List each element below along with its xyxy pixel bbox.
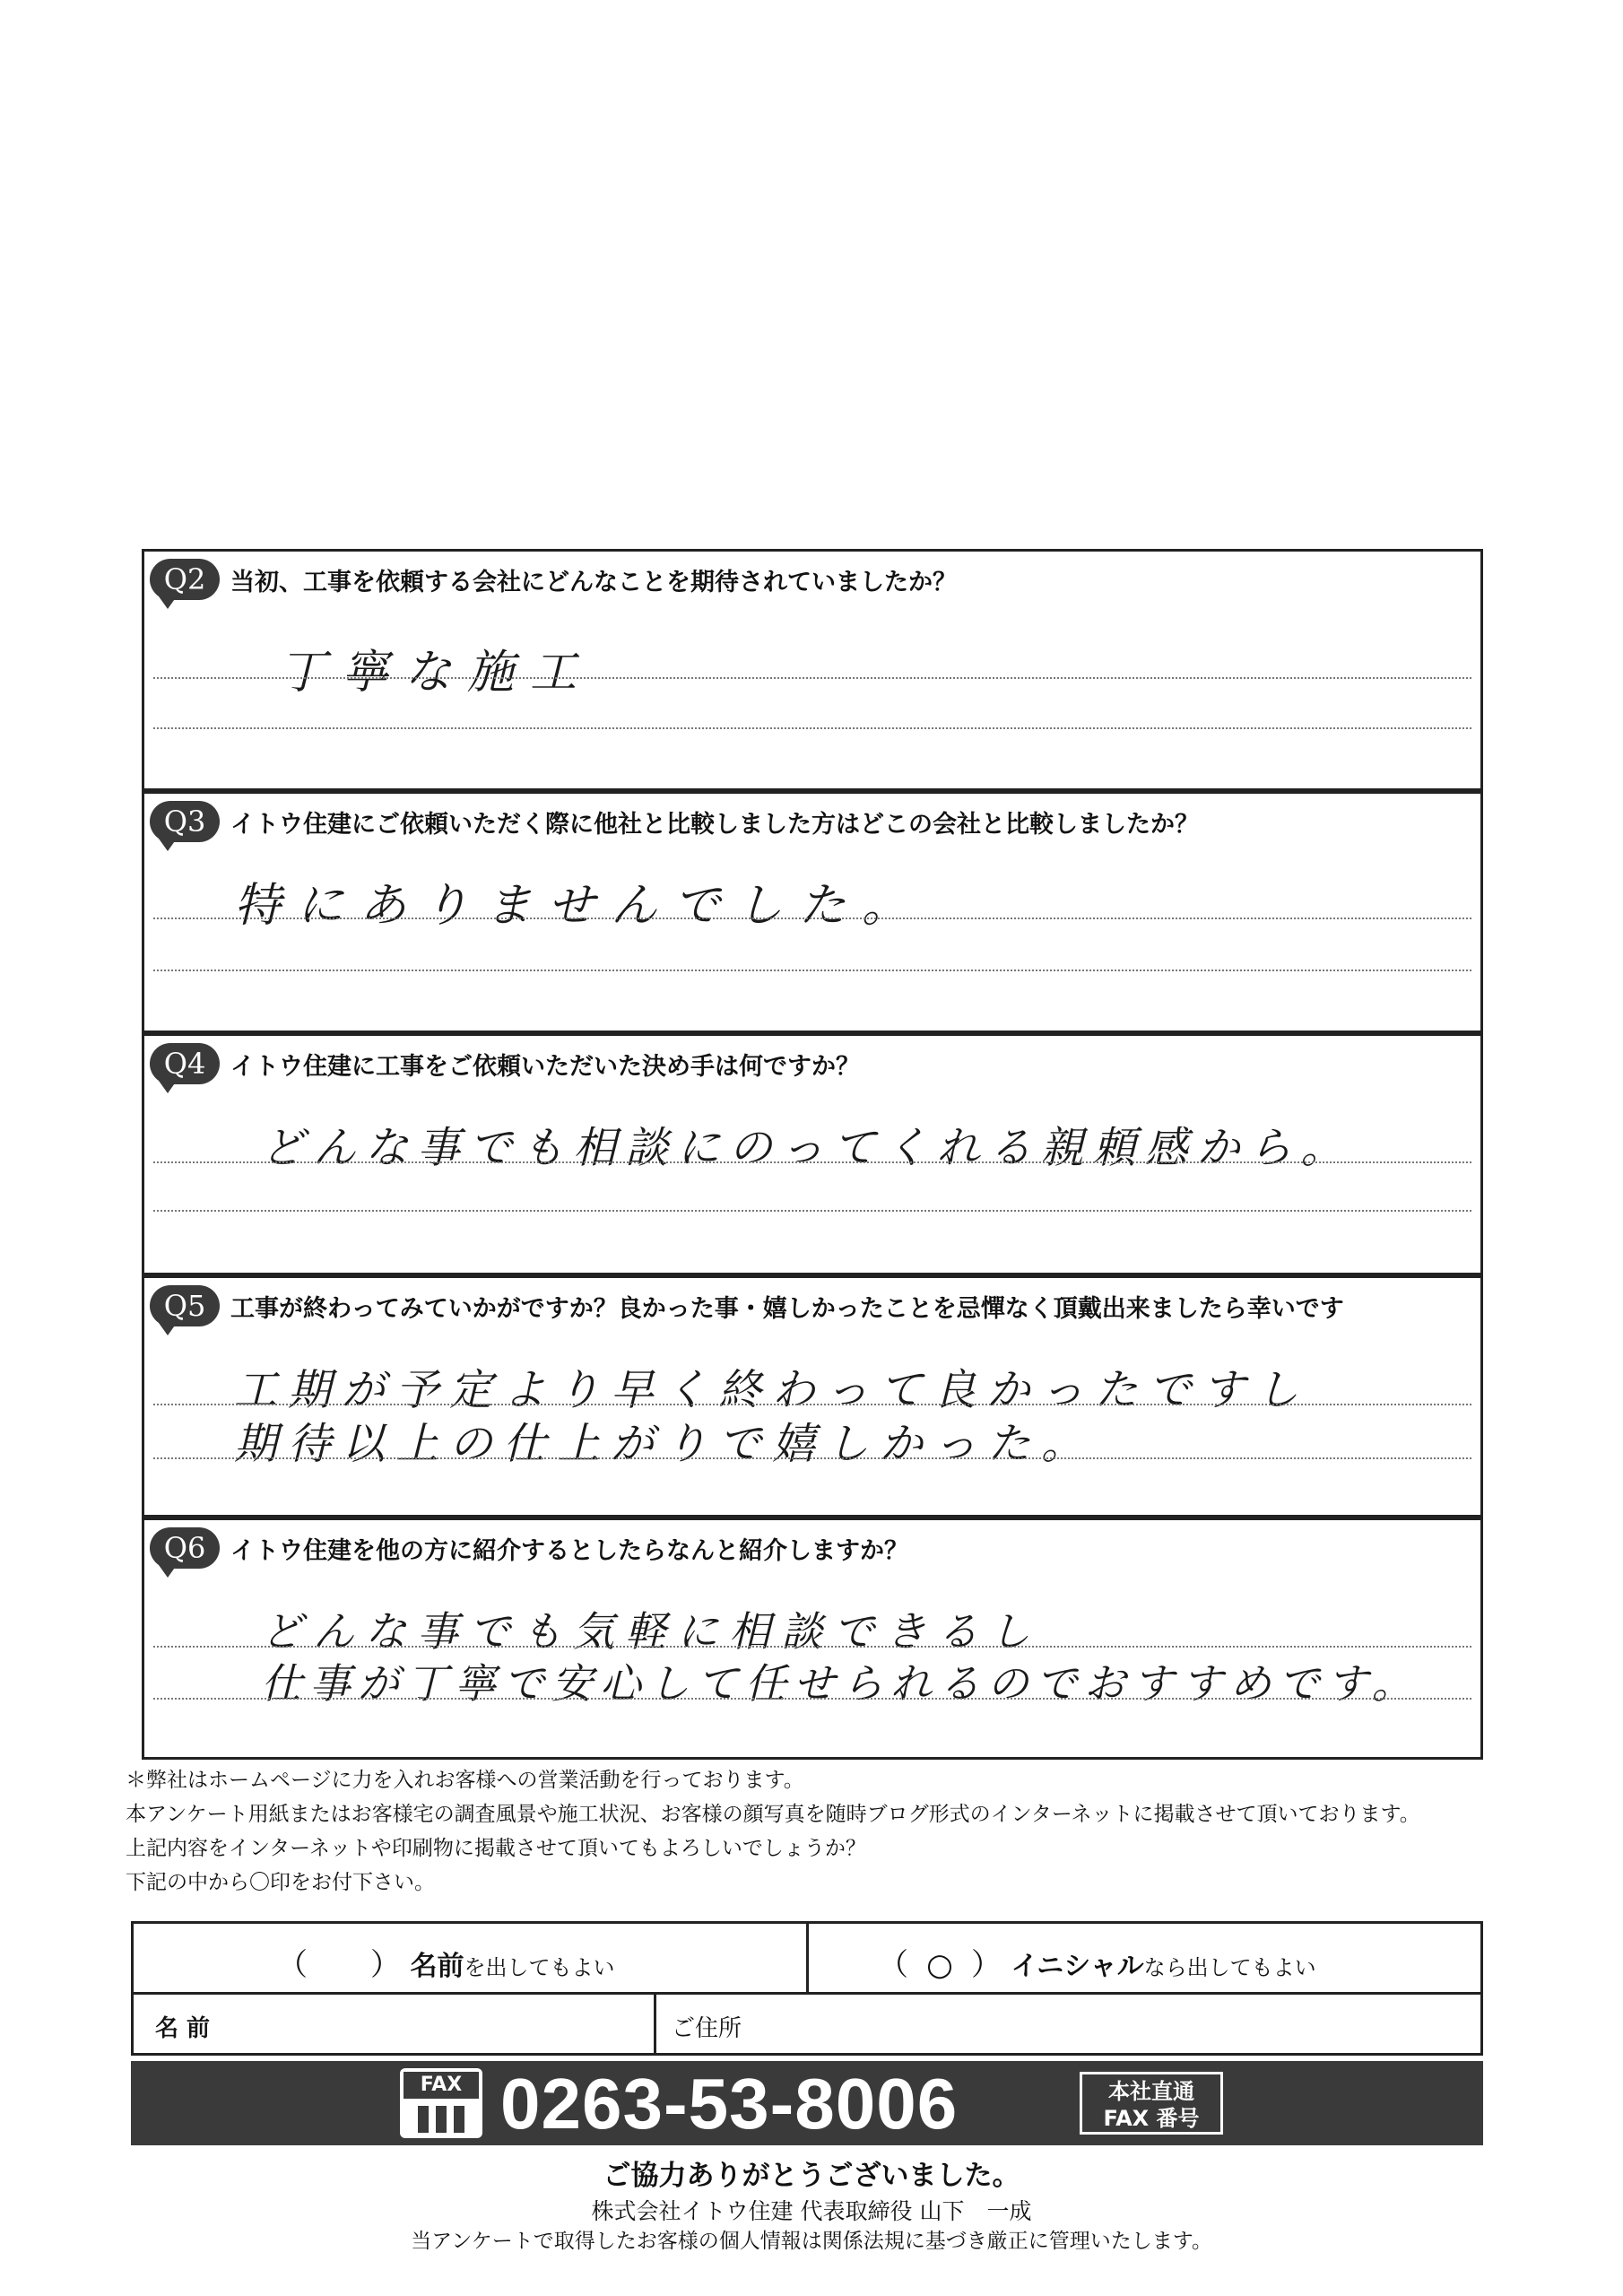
answer-line bbox=[153, 1646, 1471, 1648]
question-box-q6 bbox=[142, 1518, 1483, 1760]
answer-line bbox=[153, 1404, 1471, 1405]
note-line: 上記内容をインターネットや印刷物に掲載させて頂いてもよろしいでしょうか？ bbox=[126, 1837, 866, 1860]
handwritten-answer-line-2: 仕事が丁寧で安心して任せられるのでおすすめです。 bbox=[261, 1659, 1420, 1708]
handwritten-answer: 特にありませんでした。 bbox=[234, 879, 925, 933]
divider bbox=[654, 1992, 656, 2056]
answer-line bbox=[153, 1457, 1471, 1459]
fax-number: 0263-53-8006 bbox=[500, 2064, 959, 2144]
note-line: 本アンケート用紙またはお客様宅の調査風景や施工状況、お客様の顔写真を随時ブログ形式のインターネットに掲載させて頂いております。 bbox=[126, 1803, 1420, 1826]
question-text: 当初、工事を依頼する会社にどんなことを期待されていましたか？ bbox=[230, 568, 957, 596]
answer-line bbox=[153, 970, 1471, 971]
company-signature: 株式会社イトウ住建 代表取締役 山下 一成 bbox=[591, 2198, 1032, 2224]
question-text: イトウ住建にご依頼いただく際に他社と比較しました方はどこの会社と比較しましたか？ bbox=[230, 810, 1199, 839]
divider bbox=[806, 1924, 809, 1992]
fax-tag: 本社直通 FAX 番号 bbox=[1080, 2072, 1223, 2135]
name-field-label: 名 前 bbox=[155, 2015, 211, 2042]
answer-line bbox=[153, 1698, 1471, 1700]
option-show-initials[interactable]: （ ○ ） イニシャルなら出してもよい bbox=[878, 1947, 1316, 1983]
question-number-badge: Q5 bbox=[150, 1285, 220, 1326]
privacy-statement: 当アンケートで取得したお客様の個人情報は関係法規に基づき厳正に管理いたします。 bbox=[411, 2230, 1212, 2253]
publication-notes bbox=[126, 1763, 1420, 1900]
note-line: 下記の中から〇印をお付下さい。 bbox=[126, 1871, 435, 1894]
thanks-message: ご協力ありがとうございました。 bbox=[603, 2160, 1020, 2192]
answer-line bbox=[153, 727, 1471, 729]
answer-line bbox=[153, 918, 1471, 919]
question-text: 工事が終わってみていかがですか？良かった事・嬉しかったことを忌憚なく頂戴出来ましたら幸いです bbox=[230, 1294, 1344, 1323]
handwritten-answer: 丁寧な施工 bbox=[279, 646, 594, 700]
consent-table bbox=[131, 1921, 1483, 2056]
question-number-badge: Q6 bbox=[150, 1527, 220, 1569]
handwritten-answer-line-1: 工期が予定より早く終わって良かったですし bbox=[234, 1365, 1310, 1415]
question-number-badge: Q3 bbox=[150, 801, 220, 842]
answer-line bbox=[153, 677, 1471, 679]
question-box-q3 bbox=[142, 791, 1483, 1033]
question-number-badge: Q4 bbox=[150, 1043, 220, 1084]
answer-line bbox=[153, 1161, 1471, 1163]
fax-machine-icon: FAX bbox=[400, 2068, 482, 2138]
fax-banner bbox=[131, 2061, 1483, 2145]
address-field-label: ご住所 bbox=[672, 2015, 742, 2042]
handwritten-answer: どんな事でも相談にのってくれる親頼感から。 bbox=[261, 1123, 1353, 1173]
note-line: ＊弊社はホームページに力を入れお客様への営業活動を行っております。 bbox=[126, 1769, 804, 1792]
question-number-badge: Q2 bbox=[150, 559, 220, 600]
handwritten-answer-line-2: 期待以上の仕上がりで嬉しかった。 bbox=[234, 1419, 1096, 1469]
question-text: イトウ住建を他の方に紹介するとしたらなんと紹介しますか？ bbox=[230, 1536, 908, 1565]
option-show-name[interactable]: （ ） 名前を出してもよい bbox=[277, 1947, 615, 1983]
question-box-q2 bbox=[142, 549, 1483, 791]
answer-line bbox=[153, 1210, 1471, 1212]
handwritten-answer-line-1: どんな事でも気軽に相談できるし bbox=[261, 1607, 1041, 1656]
question-box-q4 bbox=[142, 1033, 1483, 1275]
question-box-q5 bbox=[142, 1275, 1483, 1518]
option-mark-circle: ○ bbox=[926, 1947, 953, 1983]
question-text: イトウ住建に工事をご依頼いただいた決め手は何ですか？ bbox=[230, 1052, 860, 1081]
